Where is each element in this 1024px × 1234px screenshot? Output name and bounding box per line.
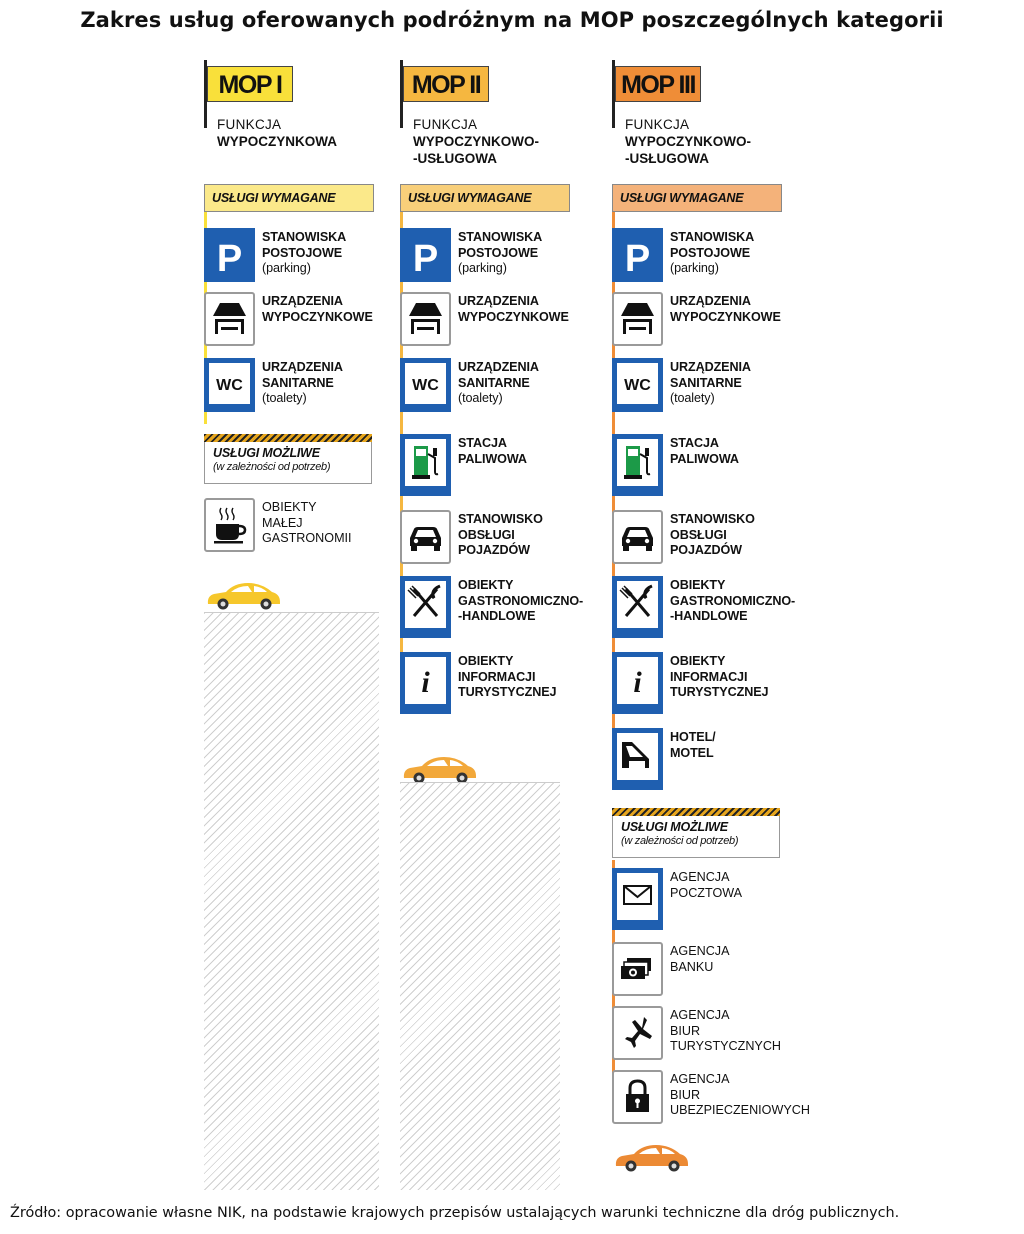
optional-services-header [612, 808, 780, 860]
service-sublabel: (toalety) [670, 391, 715, 405]
mop-badge: MOP III [615, 66, 701, 102]
column-mop-2 [400, 60, 615, 1190]
service-label: OBIEKTY MAŁEJ GASTRONOMII [262, 500, 352, 545]
parking-icon [400, 228, 451, 282]
car-icon [204, 580, 284, 610]
fuel-pump-icon [612, 434, 663, 496]
service-label: OBIEKTY INFORMACJI TURYSTYCZNEJ [670, 654, 769, 699]
padlock-icon [612, 1070, 663, 1124]
service-label: AGENCJA BIUR TURYSTYCZNYCH [670, 1008, 782, 1053]
service-label: STANOWISKA POSTOJOWE [458, 230, 543, 260]
function-label: FUNKCJA [625, 117, 690, 132]
column-mop-3 [612, 60, 827, 1190]
airplane-icon [612, 1006, 663, 1060]
wc-icon-text: WC [216, 377, 243, 394]
shelter-icon [204, 292, 255, 346]
shelter-icon [612, 292, 663, 346]
svg-text:i: i [421, 666, 430, 699]
car-icon [400, 754, 480, 784]
hatch-stripe [612, 808, 780, 816]
svg-text:P: P [216, 238, 243, 280]
service-sublabel: (parking) [262, 261, 311, 275]
function-value: WYPOCZYNKOWO- -USŁUGOWA [413, 134, 539, 166]
service-label: AGENCJA BANKU [670, 944, 730, 974]
service-label: HOTEL/ MOTEL [670, 730, 716, 760]
svg-text:P: P [624, 238, 651, 280]
coffee-cup-icon [204, 498, 255, 552]
bed-icon [612, 728, 663, 790]
function-value: WYPOCZYNKOWA [217, 134, 337, 149]
wc-icon [400, 358, 451, 412]
service-label: AGENCJA BIUR UBEZPIECZENIOWYCH [670, 1072, 810, 1117]
service-sublabel: (toalety) [262, 391, 307, 405]
service-label: URZĄDZENIA WYPOCZYNKOWE [670, 294, 781, 324]
service-label: OBIEKTY GASTRONOMICZNO- -HANDLOWE [458, 578, 584, 623]
service-label: STACJA PALIWOWA [458, 436, 527, 466]
function-block [217, 116, 337, 150]
service-label: URZĄDZENIA SANITARNE [262, 360, 343, 390]
wc-icon-text: WC [412, 377, 439, 394]
function-label: FUNKCJA [413, 117, 478, 132]
hatch-stripe [204, 434, 372, 442]
svg-text:P: P [412, 238, 439, 280]
service-sublabel: (parking) [670, 261, 719, 275]
optional-note: (w zależności od potrzeb) [213, 461, 331, 473]
required-services-header: USŁUGI WYMAGANE [400, 184, 570, 212]
service-label: URZĄDZENIA WYPOCZYNKOWE [262, 294, 373, 324]
service-label: URZĄDZENIA SANITARNE [670, 360, 751, 390]
parking-icon [612, 228, 663, 282]
service-label: URZĄDZENIA SANITARNE [458, 360, 539, 390]
required-services-header: USŁUGI WYMAGANE [612, 184, 782, 212]
car-service-icon [400, 510, 451, 564]
wc-icon [204, 358, 255, 412]
service-label: AGENCJA POCZTOWA [670, 870, 743, 900]
function-block [625, 116, 751, 167]
mop-badge: MOP II [403, 66, 489, 102]
car-service-icon [612, 510, 663, 564]
road-hatch [204, 612, 379, 1190]
optional-services-header [204, 434, 372, 486]
road-hatch [400, 782, 560, 1190]
shelter-icon [400, 292, 451, 346]
column-mop-1 [204, 60, 419, 1190]
service-sublabel: (parking) [458, 261, 507, 275]
fork-knife-icon [612, 576, 663, 638]
car-icon [612, 1142, 692, 1172]
fuel-pump-icon [400, 434, 451, 496]
service-label: STANOWISKO OBSŁUGI POJAZDÓW [670, 512, 755, 557]
wc-icon [612, 358, 663, 412]
service-sublabel: (toalety) [458, 391, 503, 405]
banknotes-icon [612, 942, 663, 996]
optional-note: (w zależności od potrzeb) [621, 835, 739, 847]
diagram-title: Zakres usług oferowanych podróżnym na MOP poszczególnych kategorii [80, 8, 944, 32]
service-label: OBIEKTY GASTRONOMICZNO- -HANDLOWE [670, 578, 796, 623]
function-label: FUNKCJA [217, 117, 282, 132]
service-label: OBIEKTY INFORMACJI TURYSTYCZNEJ [458, 654, 557, 699]
svg-text:i: i [633, 666, 642, 699]
service-label: URZĄDZENIA WYPOCZYNKOWE [458, 294, 569, 324]
service-label: STANOWISKA POSTOJOWE [670, 230, 755, 260]
info-icon [400, 652, 451, 714]
function-value: WYPOCZYNKOWO- -USŁUGOWA [625, 134, 751, 166]
wc-icon-text: WC [624, 377, 651, 394]
function-block [413, 116, 539, 167]
source-note: Źródło: opracowanie własne NIK, na podstawie krajowych przepisów ustalających warunki techniczne dla dróg publicznych. [10, 1205, 900, 1221]
required-services-header: USŁUGI WYMAGANE [204, 184, 374, 212]
service-label: STANOWISKO OBSŁUGI POJAZDÓW [458, 512, 543, 557]
mop-badge: MOP I [207, 66, 293, 102]
fork-knife-icon [400, 576, 451, 638]
optional-label: USŁUGI MOŻLIWE [213, 446, 320, 460]
service-label: STANOWISKA POSTOJOWE [262, 230, 347, 260]
optional-label: USŁUGI MOŻLIWE [621, 820, 728, 834]
service-label: STACJA PALIWOWA [670, 436, 739, 466]
envelope-icon [612, 868, 663, 930]
info-icon [612, 652, 663, 714]
parking-icon [204, 228, 255, 282]
